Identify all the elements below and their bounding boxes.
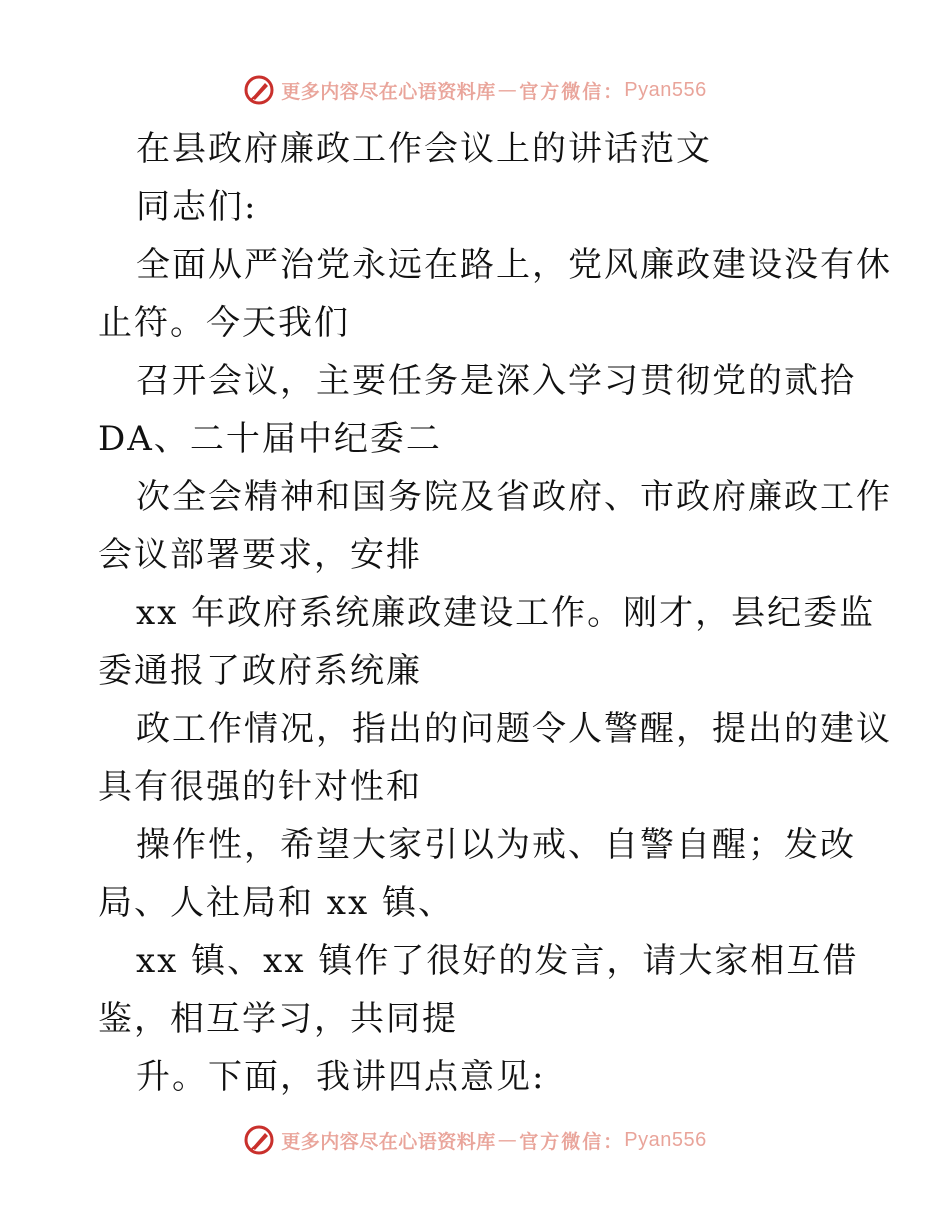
header-watermark-banner bbox=[0, 70, 950, 110]
document-line: 同志们: bbox=[136, 187, 258, 227]
watermark-separator: — bbox=[497, 1129, 518, 1151]
document-line: 委通报了政府系统廉 bbox=[98, 651, 422, 691]
document-line: 政工作情况，指出的问题令人警醒，提出的建议 bbox=[136, 709, 892, 749]
footer-watermark-banner bbox=[0, 1120, 950, 1160]
document-line: 次全会精神和国务院及省政府、市政府廉政工作 bbox=[136, 477, 892, 517]
document-line: 召开会议，主要任务是深入学习贯彻党的贰拾 bbox=[136, 361, 856, 401]
document-line: 会议部署要求，安排 bbox=[98, 535, 422, 575]
document-line: 局、人社局和 xx 镇、 bbox=[98, 883, 454, 923]
document-line: 全面从严治党永远在路上，党风廉政建设没有休 bbox=[136, 245, 892, 285]
quill-logo-icon bbox=[243, 1124, 275, 1156]
document-line: xx 镇、xx 镇作了很好的发言，请大家相互借 bbox=[136, 941, 859, 981]
document-line: 操作性，希望大家引以为戒、自警自醒；发改 bbox=[136, 825, 856, 865]
watermark-handle: Pyan556 bbox=[624, 78, 707, 101]
document-line: DA、二十届中纪委二 bbox=[98, 419, 442, 459]
watermark-separator: — bbox=[497, 79, 518, 101]
document-body bbox=[98, 120, 892, 1106]
document-line: 止符。今天我们 bbox=[98, 303, 350, 343]
watermark-official-label: 官方微信： bbox=[519, 1130, 625, 1153]
document-line: 具有很强的针对性和 bbox=[98, 767, 422, 807]
watermark-handle: Pyan556 bbox=[624, 1128, 707, 1151]
watermark-official-label: 官方微信： bbox=[519, 80, 625, 103]
watermark-brand-text: 更多内容尽在心语资料库 bbox=[281, 80, 496, 103]
document-line: 在县政府廉政工作会议上的讲话范文 bbox=[136, 129, 712, 169]
quill-logo-icon bbox=[243, 74, 275, 106]
document-line: 鉴，相互学习，共同提 bbox=[98, 999, 458, 1039]
document-line: 升。下面，我讲四点意见: bbox=[136, 1057, 546, 1097]
document-line: xx 年政府系统廉政建设工作。刚才，县纪委监 bbox=[136, 593, 876, 633]
watermark-brand-text: 更多内容尽在心语资料库 bbox=[281, 1130, 496, 1153]
